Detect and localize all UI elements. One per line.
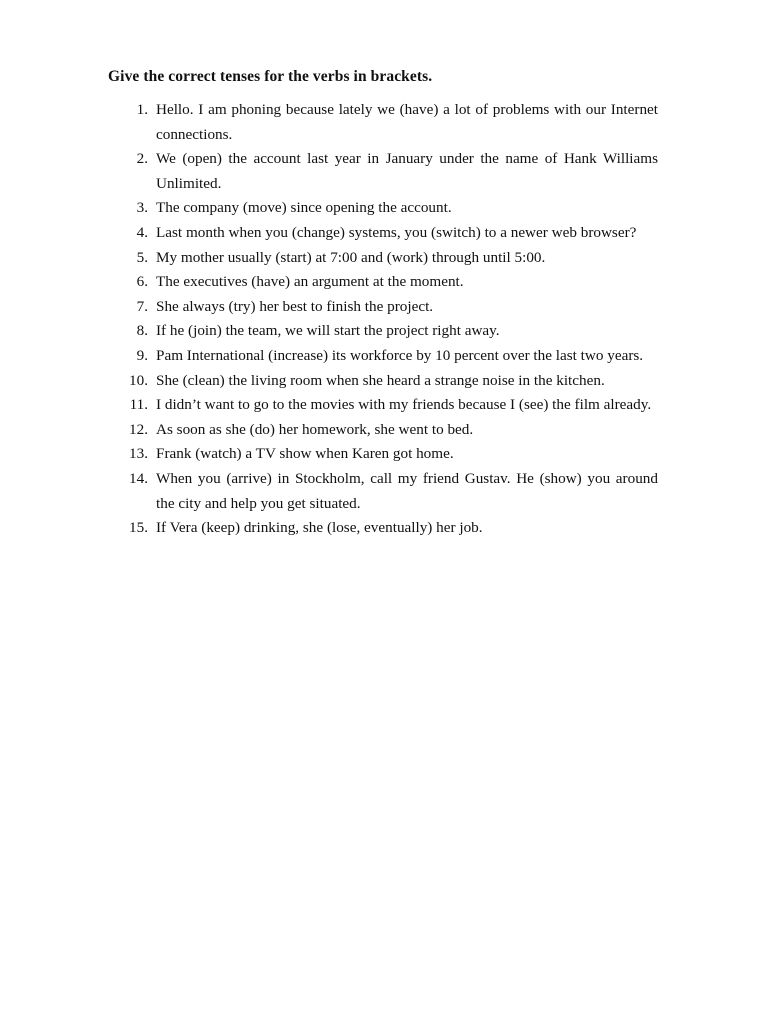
list-item: [120, 393, 658, 418]
list-item: [120, 369, 658, 394]
item-text: We (open) the account last year in January under the name of Hank Williams Unlimited.: [156, 150, 658, 192]
item-number: 2.: [136, 150, 148, 168]
item-number: 11.: [129, 396, 148, 414]
item-number: 8.: [136, 322, 148, 340]
list-item: [120, 344, 658, 369]
list-item: [120, 270, 658, 295]
item-text: She (clean) the living room when she heard a strange noise in the kitchen.: [156, 371, 605, 389]
item-number: 10.: [129, 371, 148, 389]
list-item: [120, 442, 658, 467]
item-text: If Vera (keep) drinking, she (lose, eventually) her job.: [156, 519, 483, 537]
list-item: [120, 516, 658, 541]
item-number: 12.: [129, 420, 148, 438]
item-number: 13.: [129, 445, 148, 463]
item-text: Hello. I am phoning because lately we (have) a lot of problems with our Internet connections.: [156, 101, 658, 143]
item-number: 6.: [136, 273, 148, 291]
item-number: 3.: [136, 199, 148, 217]
list-item: [120, 295, 658, 320]
list-item: [120, 467, 658, 516]
list-item: [120, 98, 658, 147]
item-text: Last month when you (change) systems, you (switch) to a newer web browser?: [156, 223, 637, 241]
item-number: 5.: [136, 248, 148, 266]
list-item: [120, 246, 658, 271]
item-text: If he (join) the team, we will start the project right away.: [156, 322, 500, 340]
item-number: 15.: [129, 519, 148, 537]
item-text: As soon as she (do) her homework, she went to bed.: [156, 420, 474, 438]
item-text: I didn’t want to go to the movies with my friends because I (see) the film already.: [156, 396, 652, 414]
list-item: [120, 221, 658, 246]
item-number: 9.: [136, 346, 148, 364]
exercise-list: [120, 98, 658, 541]
item-number: 7.: [136, 297, 148, 315]
item-text: The company (move) since opening the account.: [156, 199, 452, 217]
item-number: 4.: [136, 223, 148, 241]
item-text: When you (arrive) in Stockholm, call my friend Gustav. He (show) you around the city and help you get situated.: [156, 469, 658, 512]
item-number: 1.: [136, 101, 148, 118]
item-text: The executives (have) an argument at the moment.: [156, 273, 464, 291]
item-text: Pam International (increase) its workforce by 10 percent over the last two years.: [156, 346, 644, 364]
item-text: My mother usually (start) at 7:00 and (work) through until 5:00.: [156, 248, 546, 266]
list-item: [120, 196, 658, 221]
page-title: Give the correct tenses for the verbs in brackets.: [108, 68, 433, 85]
item-text: She always (try) her best to finish the project.: [156, 297, 434, 315]
list-item: [120, 319, 658, 344]
list-item: [120, 418, 658, 443]
item-text: Frank (watch) a TV show when Karen got home.: [156, 445, 454, 463]
item-number: 14.: [129, 469, 148, 487]
list-item: [120, 147, 658, 196]
